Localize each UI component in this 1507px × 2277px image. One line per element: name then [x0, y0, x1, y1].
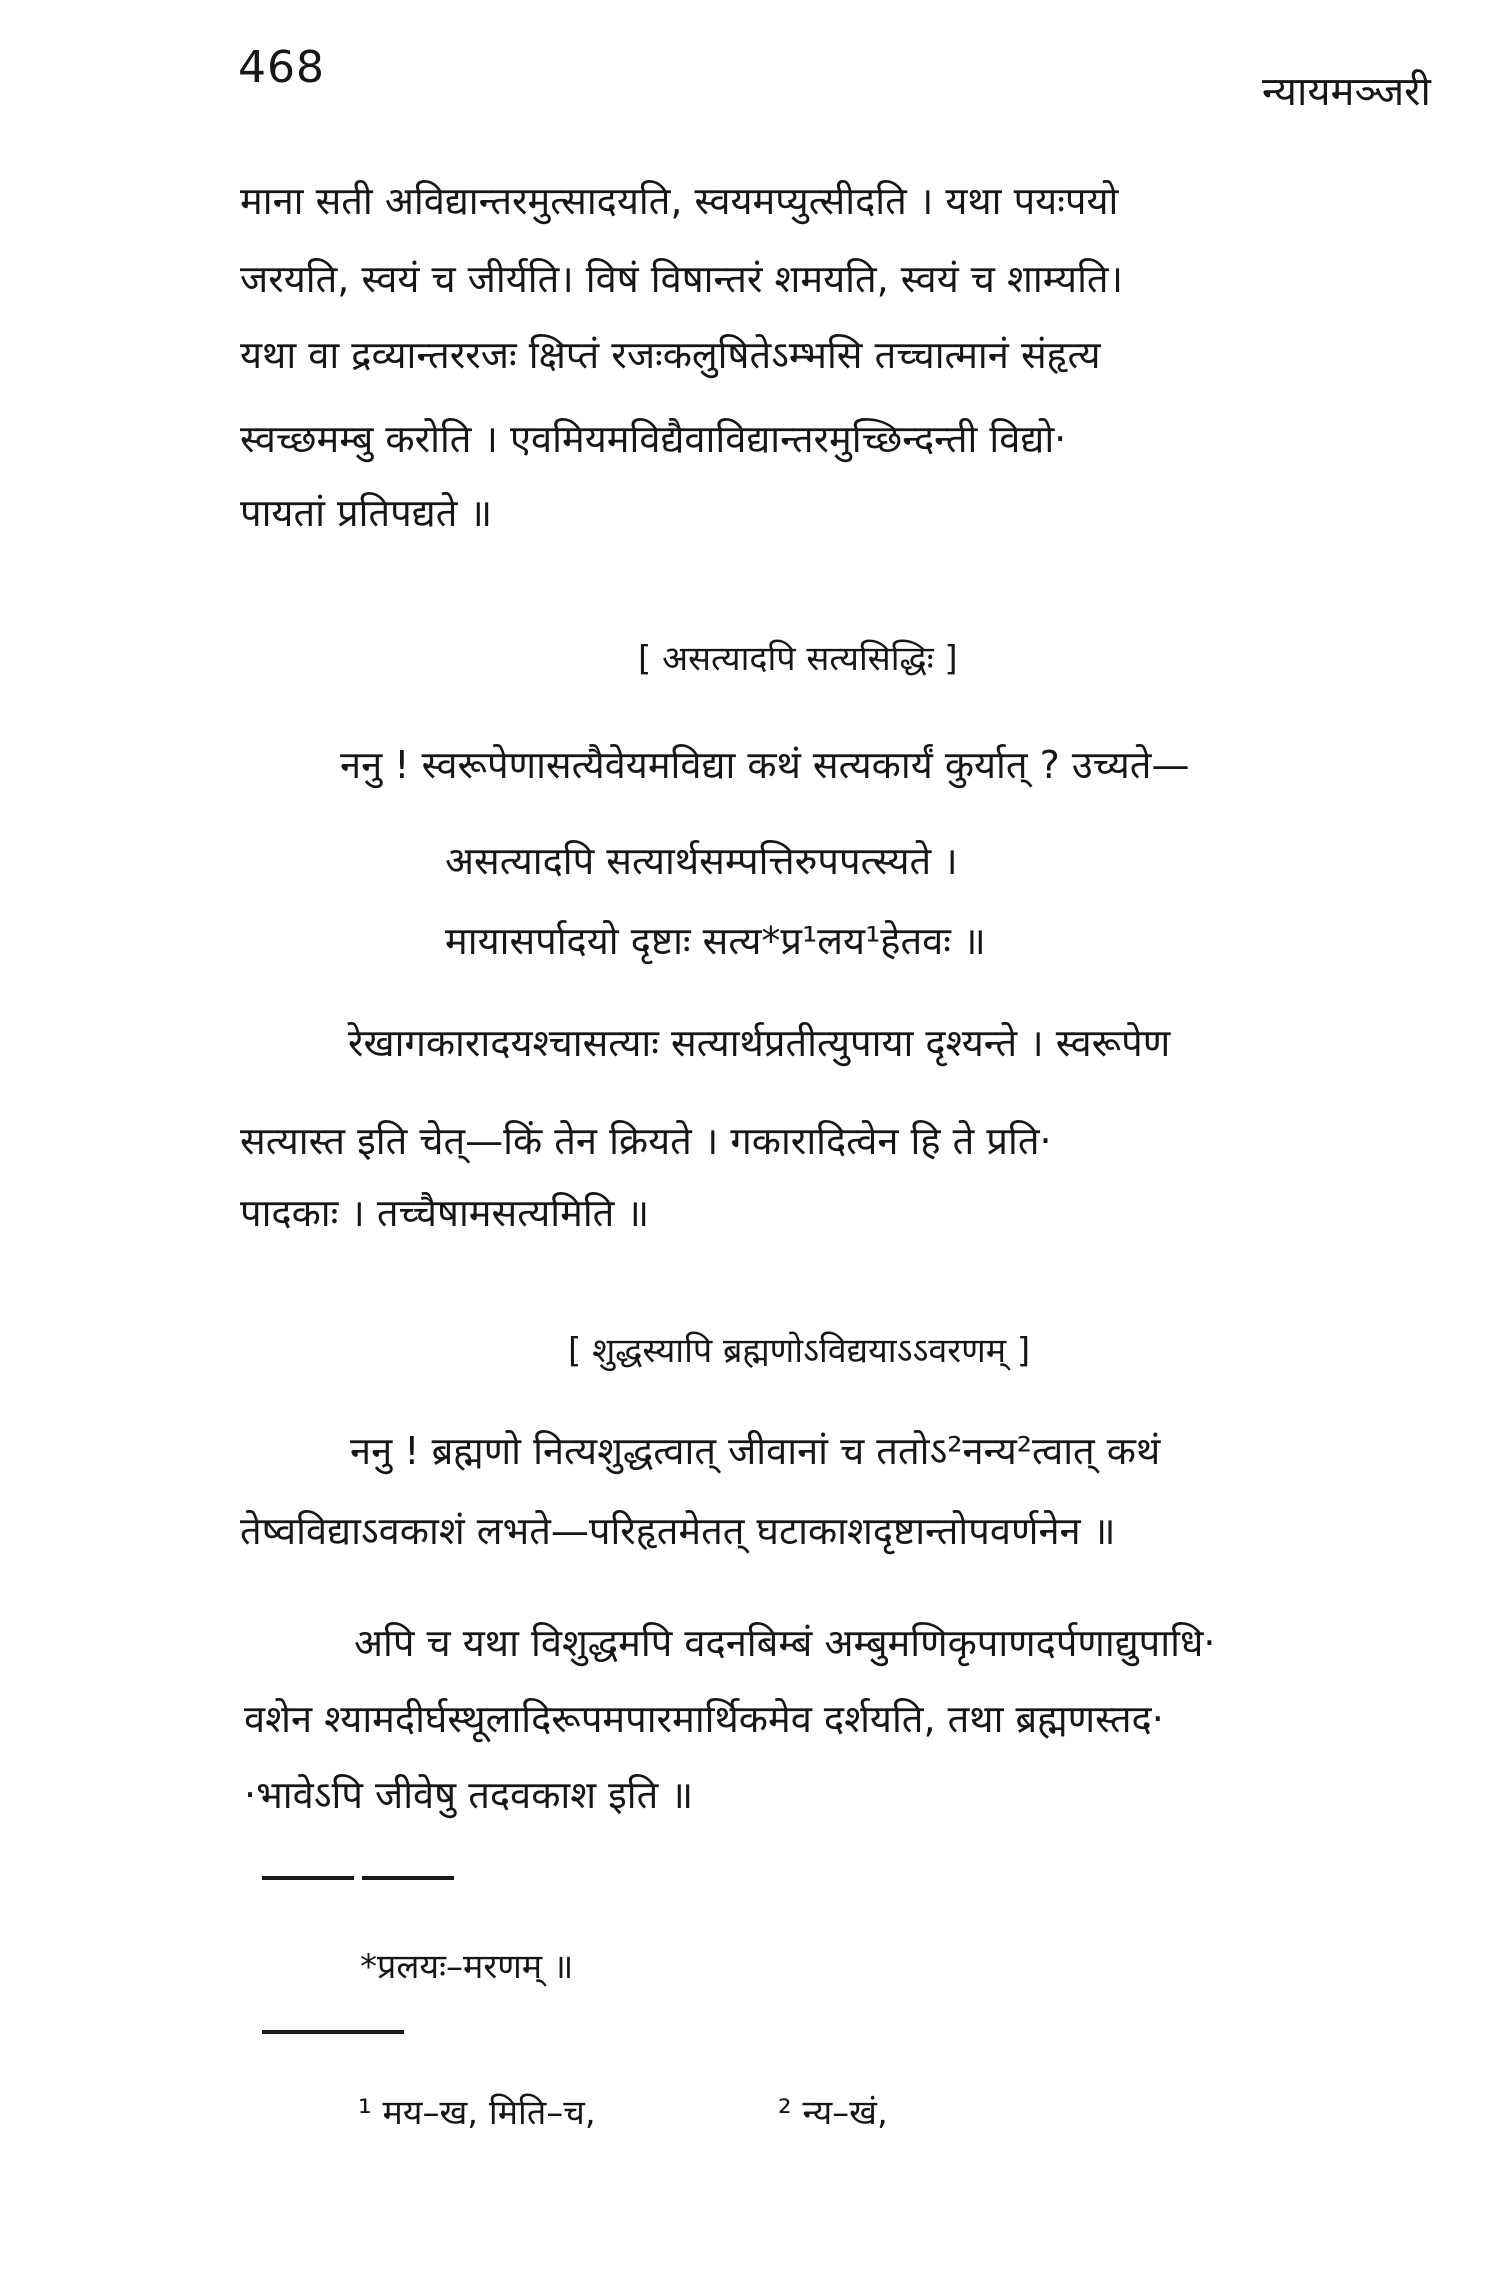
- verse-line-1: असत्यादपि सत्यार्थसम्पत्तिरुपपत्स्यते ।: [445, 839, 958, 883]
- footnote-variant-1: ¹ मय–ख, मिति–च,: [358, 2093, 596, 2133]
- footnote-pralaya: *प्रलयः–मरणम् ॥: [360, 1947, 574, 1987]
- paragraph-1-line-5: पायतां प्रतिपद्यते ॥: [240, 491, 493, 535]
- section-heading-1: [ असत्यादपि सत्यसिद्धिः ]: [638, 639, 958, 679]
- footnote-rule-1b: [362, 1876, 454, 1880]
- paragraph-4-line-2: तेष्वविद्याऽवकाशं लभते—परिहृतमेतत् घटाकाशदृष्टान्तोपवर्णनेन ॥: [240, 1509, 1116, 1553]
- paragraph-1-line-3: यथा वा द्रव्यान्तररजः क्षिप्तं रजःकलुषितेऽम्भसि तच्चात्मानं संहृत्य: [240, 333, 1101, 377]
- section-heading-2: [ शुद्धस्यापि ब्रह्मणोऽविद्ययाऽऽवरणम् ]: [568, 1331, 1031, 1371]
- paragraph-1-line-1: माना सती अविद्यान्तरमुत्सादयति, स्वयमप्युत्सीदति । यथा पयःपयो: [240, 179, 1119, 223]
- verse-line-2: मायासर्पादयो दृष्टाः सत्य*प्र¹लय¹हेतवः ॥: [445, 919, 986, 963]
- paragraph-5-line-1: अपि च यथा विशुद्धमपि वदनबिम्बं अम्बुमणिकृपाणदर्पणाद्युपाधि·: [354, 1621, 1216, 1665]
- paragraph-1-line-2: जरयति, स्वयं च जीर्यति। विषं विषान्तरं शमयति, स्वयं च शाम्यति।: [240, 257, 1123, 301]
- paragraph-3-line-1: रेखागकारादयश्चासत्याः सत्यार्थप्रतीत्युपाया दृश्यन्ते । स्वरूपेण: [348, 1021, 1171, 1065]
- paragraph-1-line-4: स्वच्छमम्बु करोति । एवमियमविद्यैवाविद्यान्तरमुच्छिन्दन्ती विद्यो·: [240, 417, 1067, 461]
- running-head: न्यायमञ्जरी: [1262, 69, 1431, 115]
- paragraph-2-intro: ननु ! स्वरूपेणासत्यैवेयमविद्या कथं सत्यकार्यं कुर्यात् ? उच्यते—: [340, 743, 1190, 787]
- paragraph-4-line-1: ननु ! ब्रह्मणो नित्यशुद्धत्वात् जीवानां च ततोऽ²नन्य²त्वात् कथं: [350, 1429, 1161, 1473]
- page-number: 468: [238, 42, 325, 93]
- footnote-rule-1a: [262, 1876, 354, 1880]
- footnote-rule-2: [262, 2030, 404, 2034]
- paragraph-3-line-3: पादकाः । तच्चैषामसत्यमिति ॥: [240, 1191, 650, 1235]
- paragraph-5-line-3: ·भावेऽपि जीवेषु तदवकाश इति ॥: [244, 1773, 694, 1817]
- paragraph-5-line-2: वशेन श्यामदीर्घस्थूलादिरूपमपारमार्थिकमेव दर्शयति, तथा ब्रह्मणस्तद·: [244, 1697, 1164, 1741]
- footnote-variant-2: ² न्य–खं,: [778, 2093, 888, 2133]
- paragraph-3-line-2: सत्यास्त इति चेत्—किं तेन क्रियते । गकारादित्वेन हि ते प्रति·: [240, 1119, 1052, 1163]
